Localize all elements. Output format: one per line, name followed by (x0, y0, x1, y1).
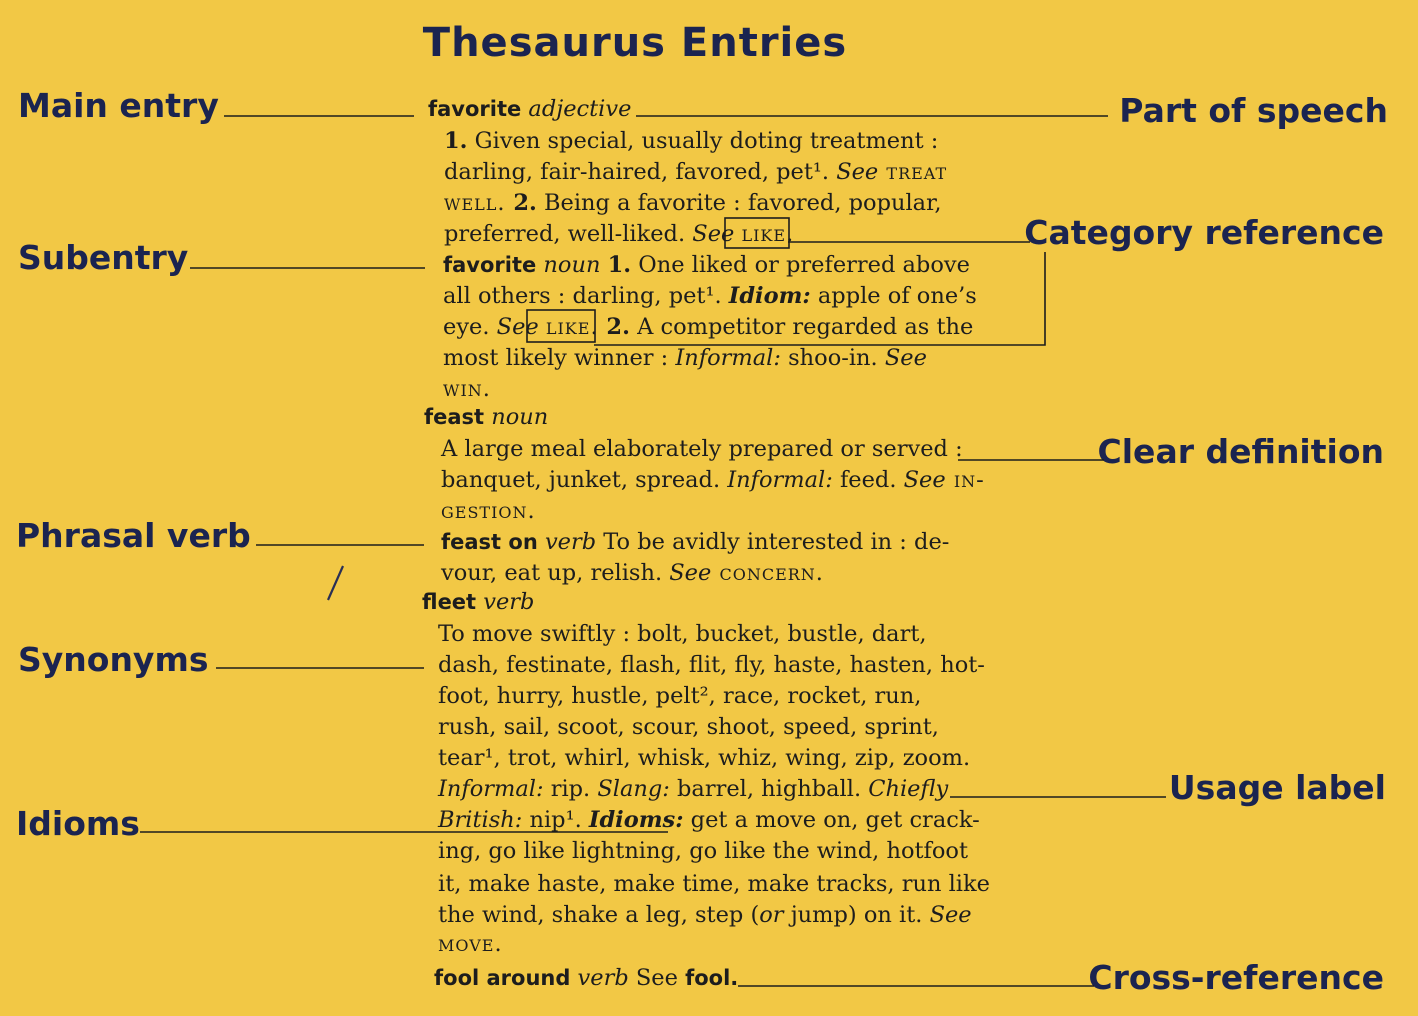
headword: feast on (441, 530, 538, 554)
usage-label-text: Informal: (438, 776, 544, 802)
synonym-line: dash, festinate, flash, flit, fly, haste, hasten, hot- (438, 652, 985, 678)
label-synonyms: Synonyms (18, 640, 209, 679)
cross-reference-target: fool. (685, 966, 739, 990)
synonym-list: barrel, highball. (669, 776, 869, 802)
usage-line (438, 776, 1418, 802)
definition-line (438, 621, 1418, 647)
entry-favorite-adj-head (428, 96, 1418, 122)
definition-text: most likely winner : (443, 345, 676, 371)
entry-fool-around (434, 965, 1418, 991)
part-of-speech: adjective (528, 96, 632, 122)
synonym-list: shoo-in. (780, 345, 885, 371)
synonym-list: darling, fair-haired, favored, pet¹. (444, 159, 837, 185)
definition-text: Given special, usually doting treatment : (467, 128, 939, 154)
idiom-label: Idioms: (588, 807, 684, 833)
definition-text: One liked or preferred above (631, 252, 970, 278)
synonym-list: preferred, well-liked. (444, 221, 693, 247)
see-label: See (669, 560, 712, 586)
headword: favorite (428, 97, 522, 121)
definition-line (443, 314, 1418, 340)
see-label: See (496, 314, 539, 340)
pen-mark (328, 566, 343, 600)
part-of-speech: verb (544, 529, 597, 555)
entry-feast-noun-head (424, 404, 1418, 430)
synonym-line: tear¹, trot, whirl, whisk, whiz, wing, zip, zoom. (438, 745, 971, 771)
headword: favorite (443, 253, 537, 277)
label-cross-reference: Cross-reference (1088, 958, 1384, 997)
definition-text: Being a favorite : favored, popular, (536, 190, 942, 216)
definition-text: To be avidly interested in : de- (596, 529, 950, 555)
see-label: See (692, 221, 735, 247)
sense-number: 2. (505, 190, 537, 216)
idiom-line (438, 807, 1418, 833)
definition-text: A large meal elaborately prepared or served : (441, 436, 963, 462)
usage-label-text: Informal: (675, 345, 781, 371)
synonym-list: vour, eat up, relish. (441, 560, 670, 586)
category-ref: concern. (711, 560, 824, 586)
label-subentry: Subentry (18, 238, 189, 277)
sense-number: 1. (607, 252, 632, 278)
usage-label-text: Chiefly (868, 776, 949, 802)
page-title: Thesaurus Entries (422, 20, 848, 66)
synonym-list: nip¹. (522, 807, 589, 833)
definition-line (441, 498, 1418, 524)
headword: fool around (434, 966, 571, 990)
entry-fleet-head (422, 589, 1418, 615)
synonym-list: feed. (832, 467, 904, 493)
label-idioms: Idioms (16, 804, 140, 843)
idiom-label: Idiom: (728, 283, 811, 309)
category-ref: win. (443, 376, 491, 402)
label-category-reference: Category reference (1024, 213, 1384, 252)
headword: feast (424, 405, 485, 429)
part-of-speech: noun (491, 404, 549, 430)
category-ref-boxed: like. (741, 221, 795, 247)
entry-favorite-noun (443, 252, 1418, 278)
definition-line (441, 560, 1418, 586)
synonym-list: banquet, junket, spread. (441, 467, 728, 493)
idiom-text: apple of one’s (810, 283, 977, 309)
category-ref: in- (945, 467, 985, 493)
synonym-line: rush, sail, scoot, scour, shoot, speed, sprint, (438, 714, 939, 740)
label-usage-label: Usage label (1168, 768, 1386, 807)
label-part-of-speech: Part of speech (1119, 91, 1388, 130)
label-clear-definition: Clear definition (1097, 432, 1384, 471)
part-of-speech: noun (543, 252, 601, 278)
see-label: See (903, 467, 946, 493)
synonym-list: eye. (443, 314, 497, 340)
see-label: See (884, 345, 927, 371)
synonym-list: rip. (543, 776, 598, 802)
idiom-line (438, 902, 1418, 928)
definition-line (444, 221, 1418, 247)
headword: fleet (422, 590, 477, 614)
definition-text: To move swiftly : bolt, bucket, bustle, dart, (438, 621, 927, 647)
definition-line (441, 467, 1418, 493)
sense-number: 1. (444, 128, 468, 154)
category-ref: well. (444, 190, 506, 216)
idiom-text: jump) on it. (783, 902, 930, 928)
definition-line (444, 190, 1418, 216)
sense-number: 2. (598, 314, 630, 340)
definition-line (438, 931, 1418, 957)
definition-line (443, 345, 1418, 371)
idiom-line: it, make haste, make time, make tracks, run like (438, 871, 990, 897)
see-label: See (836, 159, 879, 185)
idiom-or: or (759, 902, 784, 928)
definition-text: A competitor regarded as the (629, 314, 974, 340)
definition-line (444, 159, 1418, 185)
part-of-speech: verb (577, 965, 629, 991)
idiom-text: get a move on, get crack- (683, 807, 980, 833)
synonym-line: foot, hurry, hustle, pelt², race, rocket, run, (438, 683, 922, 709)
see-label: See (929, 902, 972, 928)
label-phrasal-verb: Phrasal verb (16, 516, 251, 555)
category-ref: treat (878, 159, 948, 185)
category-ref-boxed: like. (545, 314, 599, 340)
see-label: See (628, 965, 686, 991)
idiom-text: the wind, shake a leg, step ( (438, 902, 760, 928)
label-main-entry: Main entry (18, 86, 219, 125)
synonym-list: all others : darling, pet¹. (443, 283, 729, 309)
definition-line (443, 283, 1418, 309)
category-ref: gestion. (441, 498, 536, 524)
category-ref: move. (438, 931, 503, 957)
usage-label-text: Slang: (597, 776, 670, 802)
definition-line (443, 376, 1418, 402)
entry-feast-on (441, 529, 1418, 555)
part-of-speech: verb (483, 589, 535, 615)
usage-label-text: Informal: (727, 467, 833, 493)
definition-line (441, 436, 1418, 462)
usage-label-text: British: (438, 807, 523, 833)
definition-line (444, 128, 1418, 154)
idiom-line: ing, go like lightning, go like the wind, hotfoot (438, 838, 968, 864)
